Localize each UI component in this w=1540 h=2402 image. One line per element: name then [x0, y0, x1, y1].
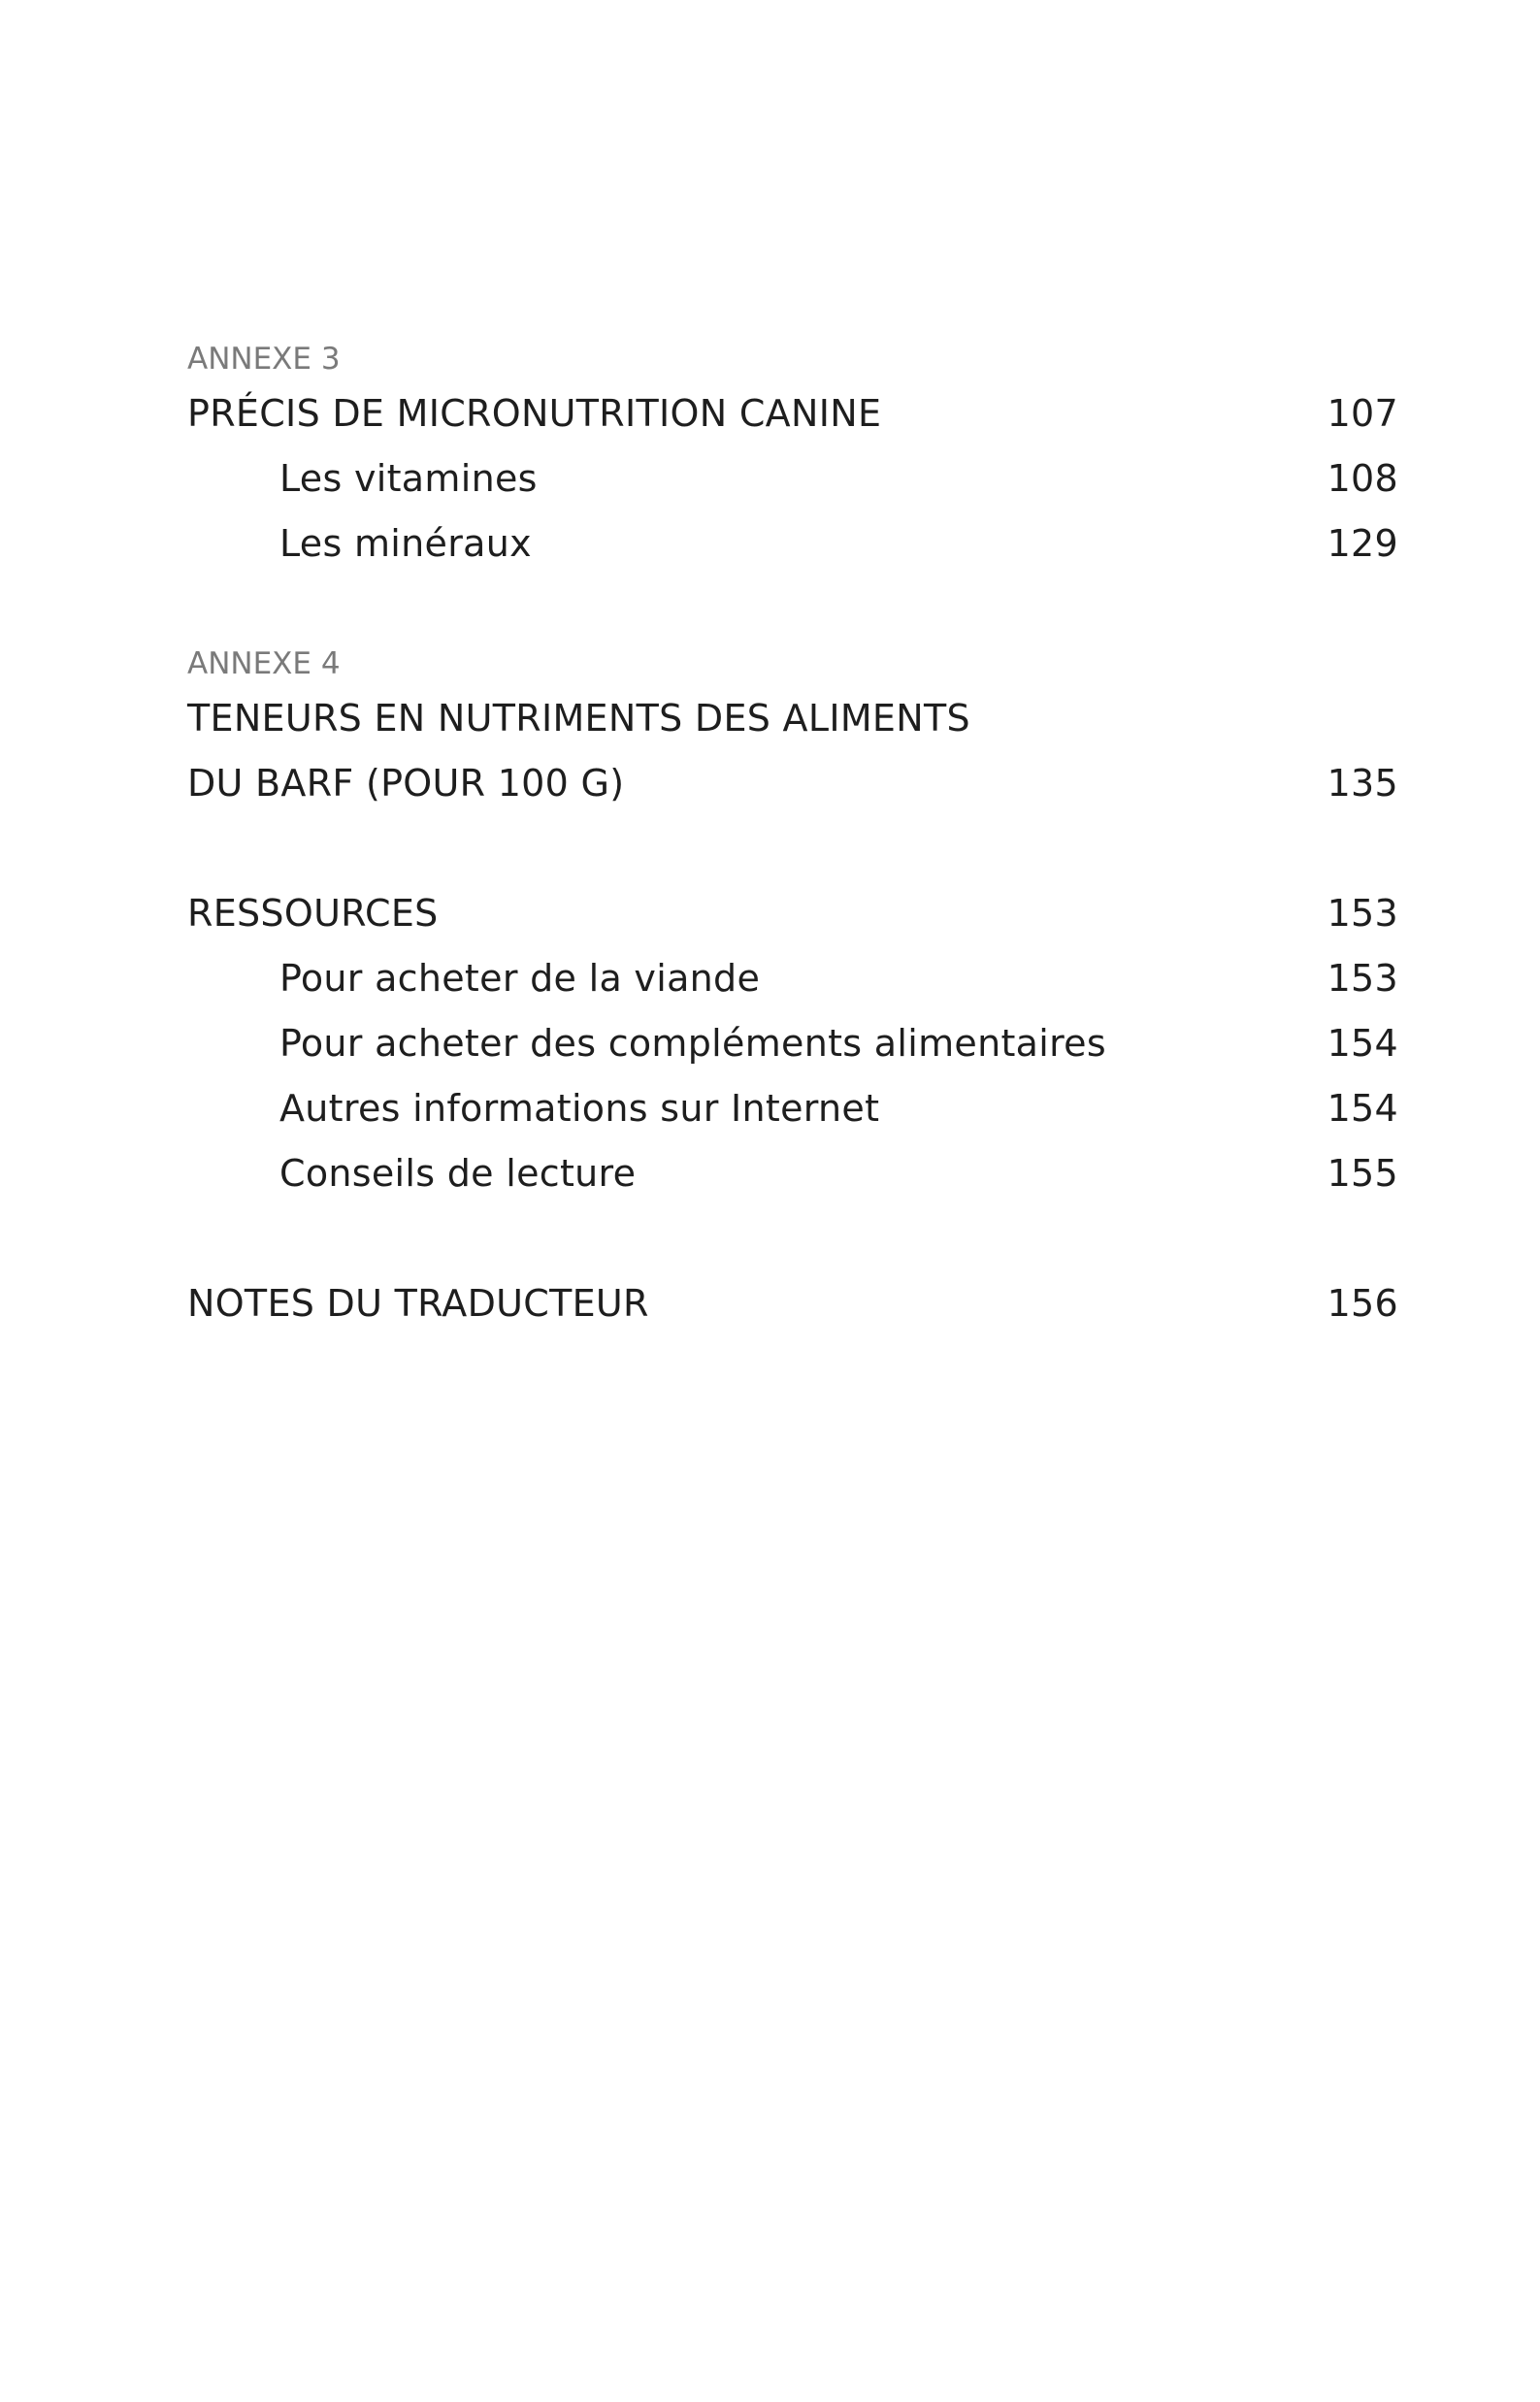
toc-entry-title: DU BARF (POUR 100 G) [187, 762, 625, 805]
toc-entry-title: TENEURS EN NUTRIMENTS DES ALIMENTS [187, 697, 970, 740]
toc-subentry-page: 153 [1327, 957, 1398, 1000]
toc-subentry-title: Les vitamines [279, 457, 538, 500]
toc-subentry-page: 155 [1327, 1152, 1398, 1195]
toc-subentry-complements[interactable] [187, 1011, 1398, 1076]
toc-entry-title: RESSOURCES [187, 892, 439, 935]
toc-entry-page: 107 [1327, 392, 1398, 435]
toc-entry-page: 156 [1327, 1282, 1398, 1325]
toc-entry-notes[interactable] [187, 1271, 1398, 1336]
toc-subentry-title: Conseils de lecture [279, 1152, 637, 1195]
toc-subentry-page: 154 [1327, 1022, 1398, 1065]
toc-subentry-lecture[interactable] [187, 1141, 1398, 1206]
toc-entry-page: 153 [1327, 892, 1398, 935]
toc-subentry-page: 108 [1327, 457, 1398, 500]
toc-entry-title: PRÉCIS DE MICRONUTRITION CANINE [187, 392, 882, 435]
toc-entry-ressources[interactable] [187, 881, 1398, 946]
toc-subentry-page: 129 [1327, 522, 1398, 565]
toc-entry-annexe4-line2[interactable] [187, 751, 1398, 816]
annexe3-label: ANNEXE 3 [187, 342, 341, 377]
toc-subentry-title: Pour acheter de la viande [279, 957, 761, 1000]
toc-subentry-viande[interactable] [187, 946, 1398, 1011]
toc-subentry-mineraux[interactable] [187, 511, 1398, 576]
toc-subentry-title: Pour acheter des compléments alimentaires [279, 1022, 1106, 1065]
section-gap [187, 576, 1398, 642]
toc-subentry-title: Autres informations sur Internet [279, 1087, 880, 1130]
toc-subentry-vitamines[interactable] [187, 446, 1398, 511]
section-gap [187, 816, 1398, 881]
table-of-contents [187, 337, 1398, 1336]
toc-entry-annexe4-line1[interactable] [187, 686, 1398, 751]
toc-entry-title: NOTES DU TRADUCTEUR [187, 1282, 649, 1325]
toc-subentry-internet[interactable] [187, 1076, 1398, 1141]
section-gap [187, 1206, 1398, 1271]
annexe4-label: ANNEXE 4 [187, 646, 341, 681]
toc-subentry-title: Les minéraux [279, 522, 532, 565]
toc-subentry-page: 154 [1327, 1087, 1398, 1130]
toc-entry-annexe3[interactable] [187, 381, 1398, 446]
toc-entry-page: 135 [1327, 762, 1398, 805]
